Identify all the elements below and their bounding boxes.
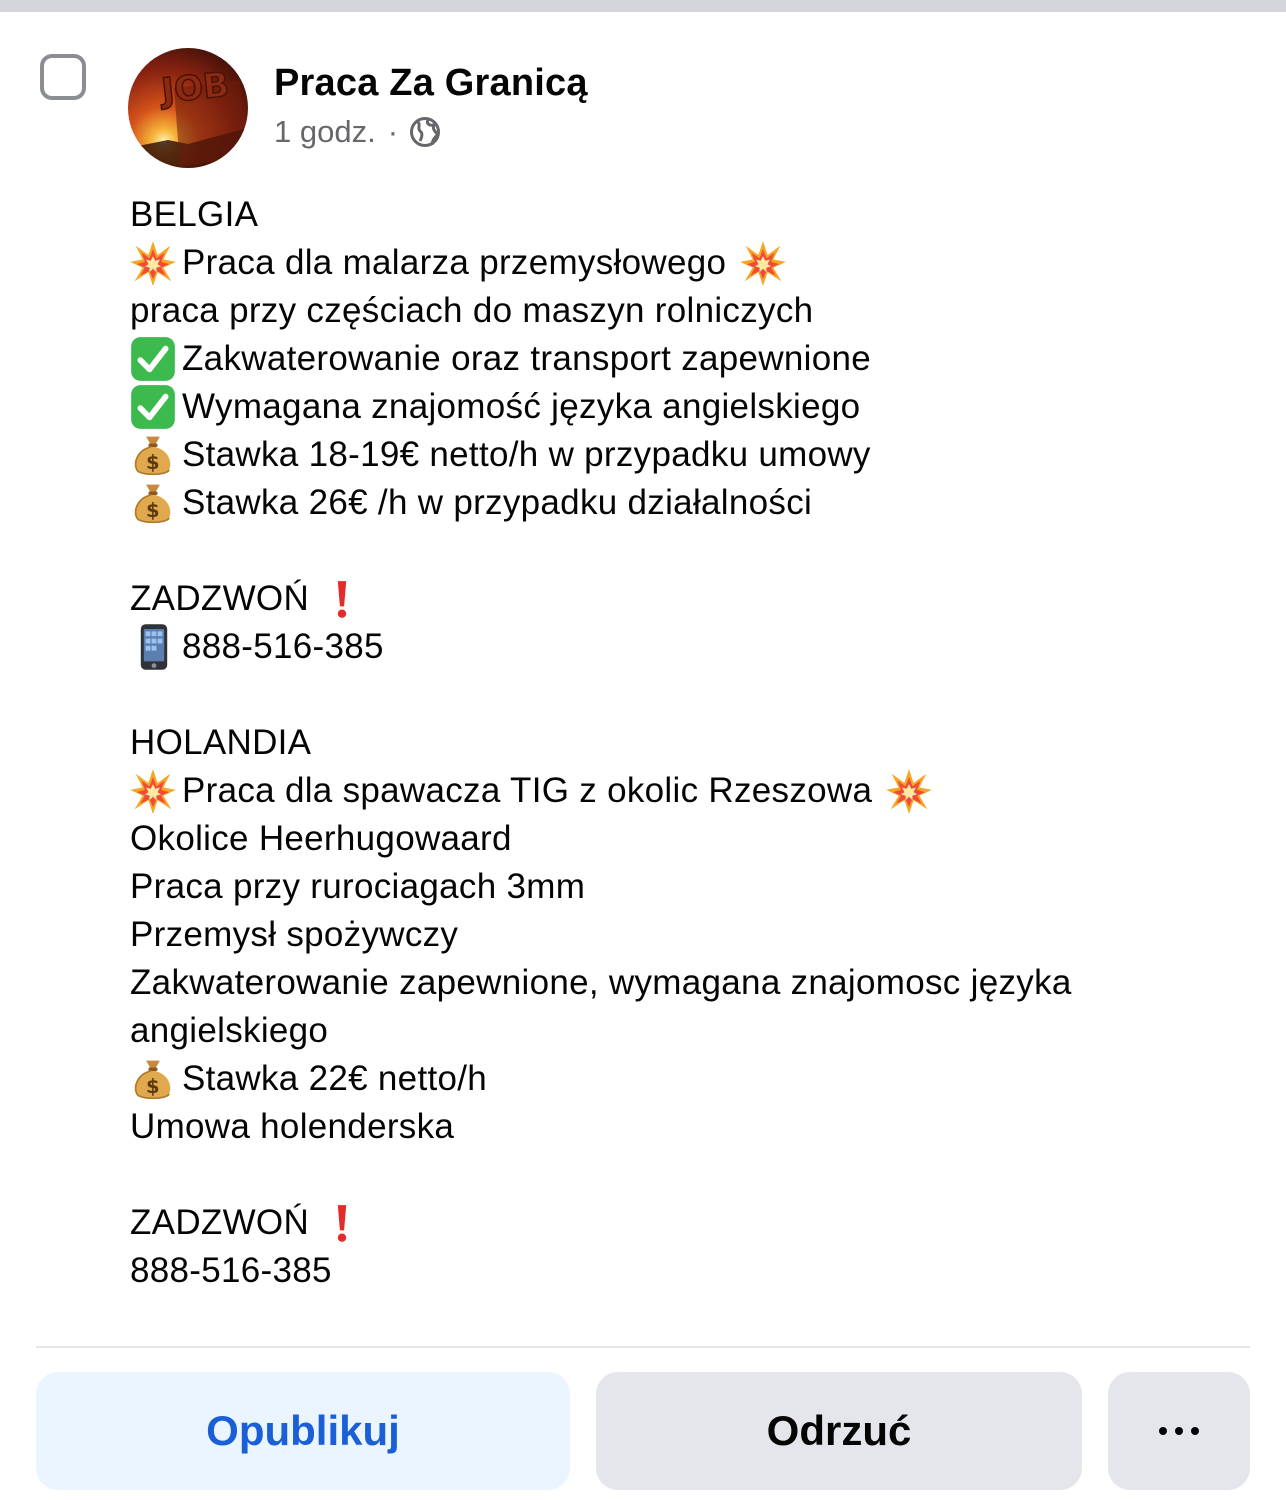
post-text-line: Zakwaterowanie oraz transport zapewnione	[182, 339, 872, 378]
post-text-line: Stawka 26€ /h w przypadku działalności	[182, 483, 813, 522]
post-line	[130, 1247, 1240, 1295]
publish-button[interactable]: Opublikuj	[36, 1372, 570, 1490]
post-text-line: Umowa holenderska	[130, 1107, 455, 1146]
post-text-line: Zakwaterowanie zapewnione, wymagana znajomosc języka angielskiego	[130, 963, 1072, 1050]
collision-emoji-icon	[740, 240, 792, 286]
money-bag-emoji-icon	[130, 432, 182, 478]
avatar-image	[128, 48, 248, 168]
post-text-line: Okolice Heerhugowaard	[130, 819, 512, 858]
red-exclamation-emoji-icon	[331, 578, 361, 620]
blank-line	[130, 527, 1240, 575]
post-line	[130, 479, 1240, 527]
country-heading-netherlands: HOLANDIA	[130, 723, 312, 762]
top-divider-bar	[0, 0, 1286, 12]
post-line	[130, 1055, 1240, 1103]
post-line	[130, 959, 1240, 1055]
post-text-line: Stawka 22€ netto/h	[182, 1059, 488, 1098]
collision-emoji-icon	[130, 768, 182, 814]
call-heading: ZADZWOŃ	[130, 579, 310, 618]
collision-emoji-icon	[130, 240, 182, 286]
post-text-line: Stawka 18-19€ netto/h w przypadku umowy	[182, 435, 871, 474]
post-line	[130, 1103, 1240, 1151]
call-heading: ZADZWOŃ	[130, 1203, 310, 1242]
page-avatar[interactable]	[128, 48, 248, 168]
page-name[interactable]: Praca Za Granicą	[274, 62, 588, 104]
more-options-icon	[1159, 1427, 1199, 1435]
post-body	[130, 191, 1240, 1295]
post-timestamp[interactable]: 1 godz.	[274, 114, 376, 149]
more-options-button[interactable]	[1108, 1372, 1250, 1490]
post-line	[130, 287, 1240, 335]
post-text-line: Wymagana znajomość języka angielskiego	[182, 387, 861, 426]
post-text-line: praca przy częściach do maszyn rolniczych	[130, 291, 814, 330]
post-line	[130, 623, 1240, 671]
job-title-painter: Praca dla malarza przemysłowego	[182, 243, 727, 282]
svg-text:JOB: JOB	[159, 64, 231, 112]
phone-number-link[interactable]: 888-516-385	[182, 627, 384, 666]
post-line	[130, 767, 1240, 815]
phone-number-link[interactable]: 888-516-385	[130, 1251, 332, 1290]
post-line	[130, 1199, 1240, 1247]
post-text-line: Przemysł spożywczy	[130, 915, 459, 954]
mobile-phone-emoji-icon	[130, 623, 182, 671]
post-line	[130, 383, 1240, 431]
post-line	[130, 863, 1240, 911]
collision-emoji-icon	[886, 768, 938, 814]
money-bag-emoji-icon	[130, 480, 182, 526]
post-line	[130, 191, 1240, 239]
post-line	[130, 431, 1240, 479]
post-line	[130, 239, 1240, 287]
check-mark-button-emoji-icon	[130, 336, 182, 382]
globe-icon	[408, 115, 442, 149]
money-bag-emoji-icon	[130, 1056, 182, 1102]
post-line	[130, 575, 1240, 623]
country-heading-belgium: BELGIA	[130, 195, 259, 234]
check-mark-button-emoji-icon	[130, 384, 182, 430]
blank-line	[130, 671, 1240, 719]
post-line	[130, 911, 1240, 959]
meta-separator: ·	[387, 114, 399, 149]
post-line	[130, 815, 1240, 863]
post-meta	[274, 114, 442, 150]
blank-line	[130, 1151, 1240, 1199]
reject-button[interactable]: Odrzuć	[596, 1372, 1082, 1490]
action-divider	[36, 1346, 1250, 1348]
select-post-checkbox[interactable]	[40, 54, 86, 100]
red-exclamation-emoji-icon	[331, 1202, 361, 1244]
post-text-line: Praca przy rurociagach 3mm	[130, 867, 586, 906]
post-line	[130, 719, 1240, 767]
job-title-welder: Praca dla spawacza TIG z okolic Rzeszowa	[182, 771, 873, 810]
post-line	[130, 335, 1240, 383]
